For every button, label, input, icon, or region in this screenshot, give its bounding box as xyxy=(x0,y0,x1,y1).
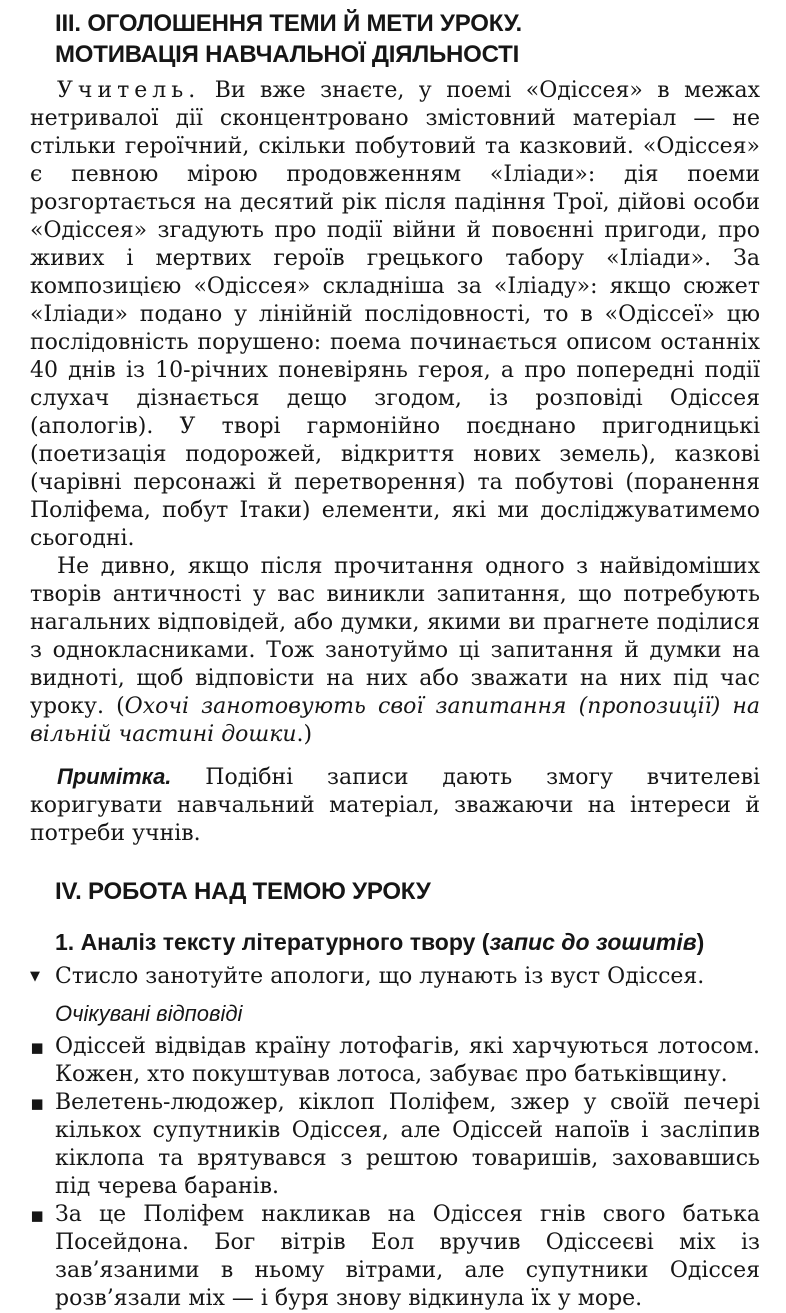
expected-answers-list xyxy=(30,1033,760,1313)
section-3-heading-line-1: ІІІ. ОГОЛОШЕННЯ ТЕМИ Й МЕТИ УРОКУ. xyxy=(55,10,522,37)
section-4-heading: IV. РОБОТА НАД ТЕМОЮ УРОКУ xyxy=(55,878,431,905)
subheading-prefix: 1. Аналіз тексту літературного твору ( xyxy=(55,929,490,955)
section-3-body xyxy=(30,77,760,848)
list-item xyxy=(30,1201,760,1313)
section-3-heading xyxy=(55,8,760,70)
teacher-paragraph xyxy=(30,77,760,553)
section-4-subheading xyxy=(55,927,760,957)
section-4-body xyxy=(30,963,760,1313)
note-label: Примітка. xyxy=(57,764,172,789)
note-paragraph xyxy=(30,763,760,848)
motivation-paragraph xyxy=(30,553,760,749)
square-bullet-icon: ▪ xyxy=(30,1035,45,1059)
motivation-paragraph-text: Не дивно, якщо після прочитання одного з найвідоміших творів античності у вас виникли запитання, що потребують нагальних відповідей, або думки, якими ви прагнете поділися з однокласниками. Тож занотуймо ці запитання й думки на видноті, щоб відповісти на них або зважати на них під час уроку. ( xyxy=(30,554,760,719)
answer-text: Велетень-людожер, кіклоп Поліфем, зжер у своїй печері кількох супутників Одіссея, але Одіссей напоїв і засліпив кіклопа та врятувався з рештою товаришів, заховавшись під черева баранів. xyxy=(55,1090,760,1199)
stage-direction-text: Охочі занотовують свої запитання (пропозиції) на вільній частині дошки xyxy=(30,694,760,747)
note-text: Подібні записи дають змогу вчителеві коригувати навчальний матеріал, зважаючи на інтереси й потреби учнів. xyxy=(30,765,760,846)
teacher-paragraph-text: Ви вже знаєте, у поемі «Одіссея» в межах нетривалої дії сконцентровано змістовний матеріал — не стільки героїчний, скільки побутовий та казковий. «Одіссея» є певною мірою продовженням «Іліади»: дія поеми розгортається на десятий рік після падіння Трої, дійові особи «Одіссея» згадують про події війни й повоєнні пригоди, про живих і мертвих героїв грецького табору «Іліади». За композицією «Одіссея» складніша за «Іліаду»: якщо сюжет «Іліади» подано у лінійній послідовності, то в «Одіссеї» цю послідовність порушено: поема починається описом останніх 40 днів із 10-річних поневірянь героя, а про попередні події слухач дізнається дещо згодом, із розповіді Одіссея (апологів). У творі гармонійно поєднано пригодницькі (поетизація подорожей, відкриття нових земель), казкові (чарівні персонажі й перетворення) та побутові (поранення Поліфема, побут Ітаки) елементи, які ми досліджуватимемо сьогодні. xyxy=(30,78,760,551)
list-item xyxy=(30,1089,760,1201)
subheading-italic: запис до зошитів xyxy=(489,929,697,955)
subheading-suffix: ) xyxy=(696,929,705,955)
list-item xyxy=(30,1033,760,1089)
task-item xyxy=(30,963,760,991)
teacher-label: Учитель. xyxy=(57,78,201,103)
square-bullet-icon: ▪ xyxy=(30,1091,45,1115)
answer-text: За це Поліфем накликав на Одіссея гнів свого батька Посейдона. Бог вітрів Еол вручив Одіссеєві міх із зав’язаними в ньому вітрами, але супутники Одіссея розв’язали міх — і буря знову відкинула їх у море. xyxy=(55,1202,760,1311)
square-bullet-icon: ▪ xyxy=(30,1203,45,1227)
section-3-heading-line-2: МОТИВАЦІЯ НАВЧАЛЬНОЇ ДІЯЛЬНОСТІ xyxy=(55,41,520,68)
expected-answers-label: Очікувані відповіді xyxy=(55,1001,243,1026)
arrow-bullet-icon: ▼ xyxy=(30,969,40,984)
motivation-paragraph-suffix: .) xyxy=(296,722,313,747)
task-text: Стисло занотуйте апологи, що лунають із вуст Одіссея. xyxy=(55,964,705,989)
answer-text: Одіссей відвідав країну лотофагів, які харчуються лотосом. Кожен, хто покуштував лотоса, забуває про батьківщину. xyxy=(55,1034,760,1087)
